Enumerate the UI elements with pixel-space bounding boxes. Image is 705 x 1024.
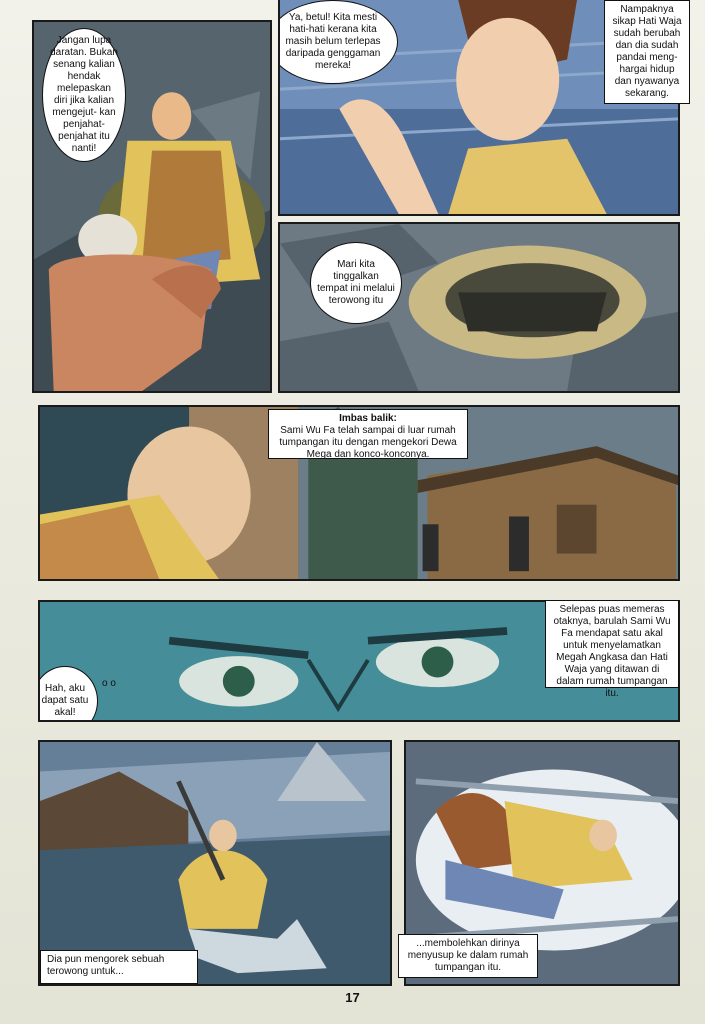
panel-tunnel-hole bbox=[278, 222, 680, 393]
narration-caption-tunneling: ...membolehkan dirinya menyusup ke dalam rumah tumpangan itu. bbox=[398, 934, 538, 978]
flashback-caption bbox=[268, 409, 468, 459]
panel-monk-helping-warrior bbox=[32, 20, 272, 393]
narration-caption-idea: Selepas puas memeras otaknya, barulah Sami Wu Fa mendapat satu akal untuk menyelamatkan Megah Angkasa dan Hati Waja yang ditawan di dalam rumah tumpangan itu. bbox=[545, 600, 679, 688]
flashback-heading: Imbas balik: bbox=[339, 413, 397, 424]
panel-6-art bbox=[40, 742, 390, 984]
speech-bubble-hati-waja: Ya, betul! Kita mesti hati-hati kerana kita masih belum terlepas daripada genggaman mereka! bbox=[278, 0, 398, 84]
speech-bubble-tunnel: Mari kita tinggalkan tempat ini melalui terowong itu bbox=[310, 242, 402, 324]
speech-bubble-monk: Jangan lupa daratan. Bukan senang kalian hendak melepaskan diri jika kalian mengejut- kan penjahat- penjahat itu nanti! bbox=[42, 28, 126, 162]
page-number: 17 bbox=[345, 990, 360, 1005]
narration-caption-digging: Dia pun mengorek sebuah terowong untuk... bbox=[40, 950, 198, 984]
narration-caption-hati-waja: Nampaknya sikap Hati Waja sudah berubah dan dia sudah pandai meng- hargai hidup dan nyawanya sekarang. bbox=[604, 0, 690, 104]
speech-bubble-idea: Hah, aku dapat satu akal! bbox=[38, 666, 98, 722]
thought-dots-icon: o o bbox=[102, 678, 116, 689]
flashback-text: Sami Wu Fa telah sampai di luar rumah tumpangan itu dengan mengekori Dewa Mega dan konco-konconya. bbox=[279, 425, 457, 460]
